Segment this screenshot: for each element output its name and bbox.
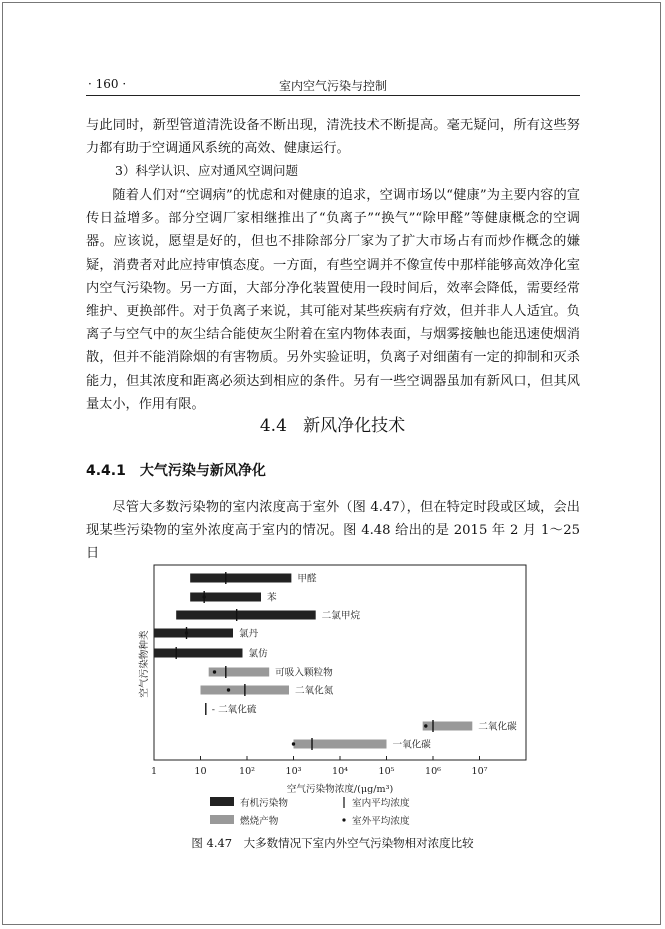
legend-swatch-organic [210,797,234,806]
outdoor-mean-marker [424,724,427,727]
range-bar [209,668,269,677]
figure-caption: 图 4.47 大多数情况下室内外空气污染物相对浓度比较 [191,836,474,850]
pollutant-label: 甲醛 [297,573,317,585]
paragraph-2-text: 随着人们对“空调病”的忧虑和对健康的追求，空调市场以“健康”为主要内容的宣传日益增多。部分空调厂家相继推出了“负离子”“换气”“除甲醛”等健康概念的空调器。应该说，愿望是好的，但也不排除部分厂家为了扩大市场占有而炒作概念的嫌疑，消费者对此应持审慎态度。一方面，有些空调并不像宣传中那样能够高效净化室内空气污染物。另一方面，大部分净化装置使用一段时间后，效率会降低，需要经常维护、更换部件。对于负离子来说，其可能对某些疾病有疗效，但并非人人适宜。负离子与空气中的灰尘结合能使灰尘附着在室内物体表面，与烟雾接触也能迅速使烟消散，但并不能消除烟的有害物质。另外实验证明，负离子对细菌有一定的抑制和灭杀能力，但其浓度和距离必须达到相应的条件。另有一些空调器虽加有新风口，但其风量太小，作用有限。 [86,188,580,412]
range-bar [294,740,387,749]
x-tick-label: 10² [238,766,256,777]
subsection-number: 4.4.1 [86,463,126,479]
subsection-title: 大气污染与新风净化 [139,463,266,479]
x-tick-label: 10 [194,766,207,777]
x-tick-label: 1 [150,766,158,777]
x-tick-label: 10⁷ [471,766,488,777]
outdoor-mean-marker [202,595,205,598]
pollutant-label: 一氧化碳 [392,739,431,751]
running-title: 室内空气污染与控制 [278,79,387,93]
pollutant-label: 二氧化氮 [294,685,334,697]
intro-text: 与此同时，新型管道清洗设备不断出现，清洗技术不断提高。毫无疑问，所有这些努力都有助于空调通风系统的高效、健康运行。 [86,118,580,157]
pollutant-label: 氯仿 [248,648,268,660]
range-bar [423,722,473,731]
x-tick-label: 10⁶ [424,766,442,777]
section-number: 4.4 [259,416,287,436]
outdoor-mean-marker [185,631,188,634]
x-tick-label: 10³ [285,766,302,777]
range-bar [190,574,291,583]
outdoor-mean-marker [227,688,230,691]
range-bar [154,649,242,658]
range-bar [190,593,261,602]
chart-marks [154,572,517,751]
x-axis-ticks [151,756,488,777]
x-axis-label: 空气污染物浓度/(μg/m³) [286,784,394,795]
legend [210,797,410,827]
pollutant-label: - 二氧化硫 [211,704,257,716]
x-tick-label: 10⁵ [378,766,395,777]
section-title: 新风净化技术 [303,416,406,436]
pollutant-label: 苯 [266,592,277,604]
legend-swatch-combustion [210,815,234,824]
paragraph-3-text: 尽管大多数污染物的室内浓度高于室外（图 4.47），但在特定时段或区域，会出现某些污染物的室外浓度高于室内的情况。图 4.48 给出的是 2015 年 2 月 1～25 日 [86,500,580,562]
range-bar [154,629,233,638]
outdoor-mean-marker [292,742,295,745]
pollutant-label: 二氧化碳 [478,721,517,733]
x-tick-label: 10⁴ [331,766,349,777]
pollutant-label: 氯丹 [239,628,259,640]
legend-outdoor-marker [342,818,345,821]
range-bar [176,611,316,620]
legend-label-outdoor: 室外平均浓度 [352,816,410,827]
pollutant-label: 二氯甲烷 [321,610,361,622]
subheading: 3）科学认识、应对通风空调问题 [115,163,298,178]
legend-label-combustion: 燃烧产物 [240,816,279,827]
pollutant-label: 可吸入颗粒物 [275,667,333,679]
page-number: · 160 · [88,77,127,91]
legend-label-indoor: 室内平均浓度 [352,798,410,809]
outdoor-mean-marker [213,670,216,673]
legend-label-organic: 有机污染物 [240,798,288,809]
y-axis-label: 空气污染物种类 [139,630,150,698]
